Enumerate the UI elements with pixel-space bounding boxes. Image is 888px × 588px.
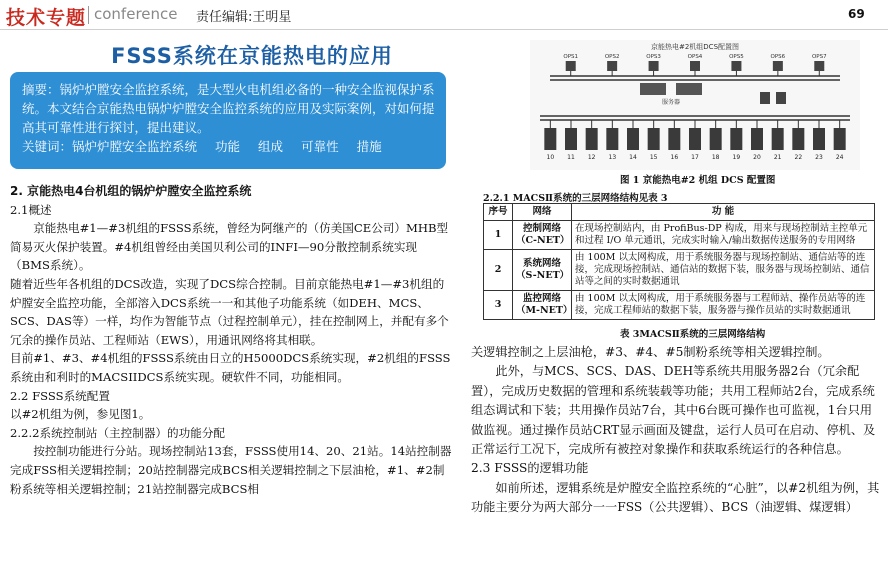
operator-station-icon: [649, 61, 659, 71]
page-number: 69: [848, 7, 865, 21]
station-label: 11: [567, 154, 575, 161]
subsection-heading: 2.2 FSSS系统配置: [10, 388, 110, 403]
server-icon: [640, 83, 666, 95]
table-cell: 系统网络（S-NET）: [513, 250, 572, 291]
server-label: 服务器: [661, 99, 681, 106]
paragraph: 京能热电#1—#3机组的FSSS系统，曾经为阿继产的（仿美国CE公司）MHB型简易灭火保护装置。#4机组曾经由美国贝利公司的INFI—90分散控制系统实现（BMS系统）。: [10, 221, 449, 273]
table-cell: 3: [484, 291, 513, 320]
station-label: 19: [732, 154, 741, 161]
control-station-icon: [544, 128, 556, 150]
ops-label: OPS3: [646, 54, 661, 60]
station-label: 22: [794, 154, 803, 161]
station-label: 10: [546, 154, 555, 161]
station-label: 23: [815, 154, 823, 161]
figure-caption: 图 1 京能热电#2 机组 DCS 配置图: [620, 175, 776, 186]
section-heading: 2. 京能热电4台机组的锅炉炉膛安全监控系统: [10, 184, 252, 198]
station-label: 15: [649, 154, 658, 161]
table-cell: 1: [484, 221, 513, 250]
network-table: [483, 203, 875, 320]
table-row: [484, 250, 875, 291]
control-station-icon: [689, 128, 701, 150]
right-column: [471, 343, 881, 518]
subsection-heading: 2.1概述: [10, 202, 52, 217]
control-station-icon: [813, 128, 825, 150]
control-station-icon: [627, 128, 639, 150]
control-station-icon: [751, 128, 763, 150]
article-title: FSSS系统在京能热电的应用: [111, 44, 393, 68]
table-row: [484, 291, 875, 320]
figure-top-label: 京能热电#2机组DCS配置图: [650, 43, 740, 51]
editor-credit: 责任编辑:王明星: [196, 10, 292, 25]
subsection-heading: 2.2.2系统控制站（主控制器）的功能分配: [10, 425, 226, 440]
keyword: 可靠性: [301, 139, 339, 154]
operator-station-icon: [814, 61, 824, 71]
table-cell: 由 100M 以太网构成，用于系统服务器与工程师站、操作员站等的连接，完成工程师站的数据下装，服务器与操作员站的实时数据通讯: [572, 291, 875, 320]
control-station-icon: [834, 128, 846, 150]
control-station-icon: [710, 128, 722, 150]
ops-label: OPS2: [604, 54, 620, 60]
control-station-icon: [586, 128, 598, 150]
operator-station-icon: [731, 61, 741, 71]
control-station-icon: [648, 128, 660, 150]
server-icon: [676, 83, 702, 95]
table-cell: 2: [484, 250, 513, 291]
dcs-config-figure: [530, 40, 860, 170]
table-header: 功 能: [572, 204, 875, 221]
control-station-icon: [772, 128, 784, 150]
ops-label: OPS6: [770, 54, 786, 60]
paragraph: 如前所述，逻辑系统是炉膛安全监控系统的“心脏”，以#2机组为例，其功能主要分为两大部分一一FSS（公共逻辑）、BCS（油逻辑、煤逻辑）: [471, 480, 880, 515]
page-header: [0, 0, 888, 30]
paragraph: 此外，与MCS、SCS、DAS、DEH等系统共用服务器2台（冗余配置），完成历史数据的管理和系统装载等功能；共用工程师站2台，完成系统组态调试和下装；共用操作员站7台，其中6台既可操作也可监视，1台只用做监视。通过操作员站CRT显示画面及键盘，运行人员可在启动、停机、及正常运行工况下，完成所有被控对象操作和获取系统运行的各种信息。: [471, 364, 876, 457]
paragraph: 关逻辑控制之上层油枪，#3、#4、#5制粉系统等相关逻辑控制。: [471, 345, 830, 359]
ops-label: OPS5: [729, 54, 744, 60]
station-label: 21: [773, 154, 782, 161]
abstract-box: [10, 72, 446, 169]
keyword: 措施: [356, 139, 382, 154]
operator-station-icon: [690, 61, 700, 71]
station-label: 16: [670, 154, 679, 161]
column-brand: 技术专题: [6, 7, 87, 29]
paragraph: 以#2机组为例，参见图1。: [10, 407, 151, 422]
control-station-icon: [606, 128, 618, 150]
table-header-row: [484, 204, 875, 221]
station-label: 12: [587, 154, 596, 161]
brand-divider: [88, 6, 89, 24]
workstation-icon: [760, 92, 770, 104]
table-cell: 控制网络（C-NET）: [513, 221, 572, 250]
operator-station-icon: [607, 61, 617, 71]
table-cell: 在现场控制站内，由 ProfiBus-DP 构成，用来与现场控制站主控单元和过程 I/O 单元通讯，完成实时输入/输出数据传送服务的专用网络: [572, 221, 875, 250]
keywords-label: 关键词：: [22, 139, 73, 154]
table-header: 序号: [484, 204, 513, 221]
station-label: 14: [629, 154, 637, 161]
control-station-icon: [565, 128, 577, 150]
ops-label: OPS1: [563, 54, 579, 60]
table-cell: 监控网络（M-NET）: [513, 291, 572, 320]
left-column: [10, 182, 455, 498]
keyword: 功能: [215, 139, 241, 154]
paragraph: 按控制功能进行分站。现场控制站13套，FSSS使用14、20、21站。14站控制器完成FSS相关逻辑控制；20站控制器完成BCS相关逻辑控制之下层油枪，#1、#2制粉系统等相关逻辑控制；21站控制器完成BCS相: [10, 444, 452, 496]
table-cell: 由 100M 以太网构成，用于系统服务器与现场控制站、通信站等的连接，完成现场控制站、通信站的数据下装，服务器与现场控制站、通信站等之间的实时数据通讯: [572, 250, 875, 291]
paragraph: 目前#1、#3、#4机组的FSSS系统由日立的H5000DCS系统实现，#2机组的FSSS系统由和利时的MACSIIDCS系统实现。硬软件不同，功能相同。: [10, 351, 451, 384]
column-brand-en: conference: [94, 5, 178, 23]
table-header: 网络: [513, 204, 572, 221]
control-station-icon: [730, 128, 742, 150]
control-station-icon: [668, 128, 680, 150]
station-label: 24: [835, 154, 844, 161]
station-label: 13: [608, 154, 617, 161]
paragraph: 随着近些年各机组的DCS改造，实现了DCS综合控制。目前京能热电#1—#3机组的炉膛安全监控功能，全部溶入DCS系统一一和其他子功能系统（如DEH、MCS、SCS、DAS等）一样，均作为智能节点（过程控制单元），挂在控制网上，并配有多个冗余的操作员站、工程师站（EWS），用通讯网络将其相联。: [10, 276, 449, 347]
operator-station-icon: [773, 61, 783, 71]
station-label: 17: [691, 154, 699, 161]
keyword: 锅炉炉膛安全监控系统: [72, 139, 198, 154]
table-title: 2.2.1 MACSⅡ系统的三层网络结构见表 3: [483, 193, 668, 204]
workstation-icon: [776, 92, 786, 104]
header-rule: [0, 29, 888, 30]
operator-station-icon: [566, 61, 576, 71]
abstract-text: 摘要：锅炉炉膛安全监控系统，是大型火电机组必备的一种安全监视保护系统。本文结合京能热电锅炉炉膛安全监控系统的应用及实际案例，对如何提高其可靠性进行探讨，提出建议。: [22, 82, 435, 135]
keyword: 组成: [258, 139, 284, 154]
table-row: [484, 221, 875, 250]
control-station-icon: [792, 128, 804, 150]
station-label: 18: [711, 154, 720, 161]
table-caption: 表 3MACSⅡ系统的三层网络结构: [620, 329, 766, 340]
keywords: [22, 137, 436, 156]
ops-label: OPS7: [811, 54, 827, 60]
station-label: 20: [753, 154, 761, 161]
subsection-heading: 2.3 FSSS的逻辑功能: [471, 461, 589, 476]
ops-label: OPS4: [687, 54, 703, 60]
